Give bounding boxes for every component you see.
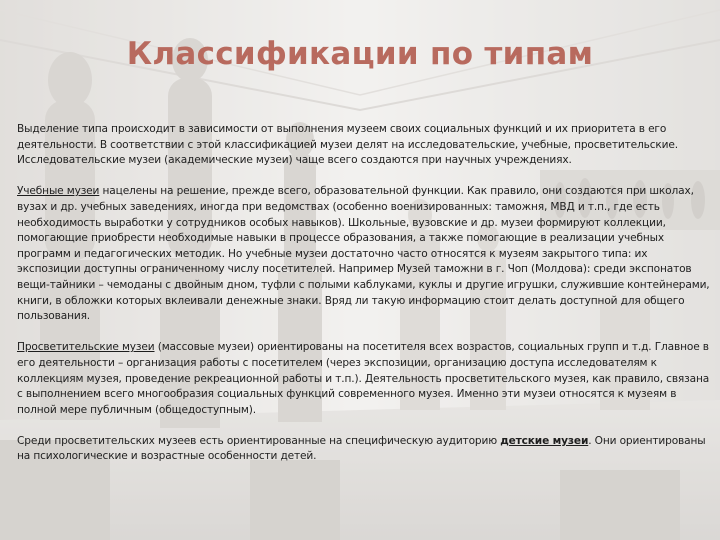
enlightening-museums-paragraph — [17, 340, 711, 418]
educational-museums-term: Учебные музеи — [17, 185, 100, 198]
enlightening-museums-term: Просветительские музеи — [17, 341, 155, 354]
slide-body — [17, 122, 711, 481]
intro-paragraph: Выделение типа происходит в зависимости от выполнения музеем своих социальных функций и их приоритета в его деятельности. В соответствии с этой классификацией музеи делят на исследовательские, учебные, просветительские. Исследовательские музеи (академические музеи) чаще всего создаются при научных учреждениях. — [17, 123, 678, 167]
enlightening-museums-text: (массовые музеи) ориентированы на посетителя всех возрастов, социальных групп и т.д. Главное в его деятельности – организация работы с посетителем (через экспозиции, организацию доступа исследователям к коллекциям музея, проведение рекреационной работы и т.п.). Деятельность просветительского музея, как правило, связана с выполнением всего многообразия социальных функций современного музея. Именно эти музеи относятся к музеям в полной мере публичным (общедоступным). — [17, 341, 710, 416]
childrens-museums-text-after: . Они ориентированы на психологические и возрастные особенности детей. — [17, 434, 706, 463]
educational-museums-text: нацелены на решение, прежде всего, образовательной функции. Как правило, они создаются при школах, вузах и др. учебных заведениях, иногда при ведомствах (особенно военизированных: таможня, МВД и т.п., где есть необходимость выработки у сотрудников особых навыков). Школьные, вузовские и др. музеи формируют коллекции, помогающие приобрести необходимые навыки в процессе образования, а также помогающие в реализации учебных программ и педагогических методик. Но учебные музеи достаточно часто относятся к музеям закрытого типа: их экспозиции доступны ограниченному числу посетителей. Например Музей таможни в г. Чоп (Молдова): среди экспонатов вещи-тайники – чемоданы с двойным дном, туфли с полыми каблуками, куклы и другие игрушки, служившие контейнерами, книги, в обложки которых вклеивали денежные знаки. Вряд ли такую информацию стоит делать доступной для общего пользования. — [17, 185, 710, 323]
childrens-museums-text-before: Среди просветительских музеев есть ориентированные на специфическую аудиторию — [17, 434, 501, 447]
slide-title: Классификации по типам — [126, 36, 594, 72]
childrens-museums-term: детские музеи — [500, 434, 589, 447]
educational-museums-paragraph — [17, 184, 711, 324]
childrens-museums-paragraph — [17, 434, 711, 465]
